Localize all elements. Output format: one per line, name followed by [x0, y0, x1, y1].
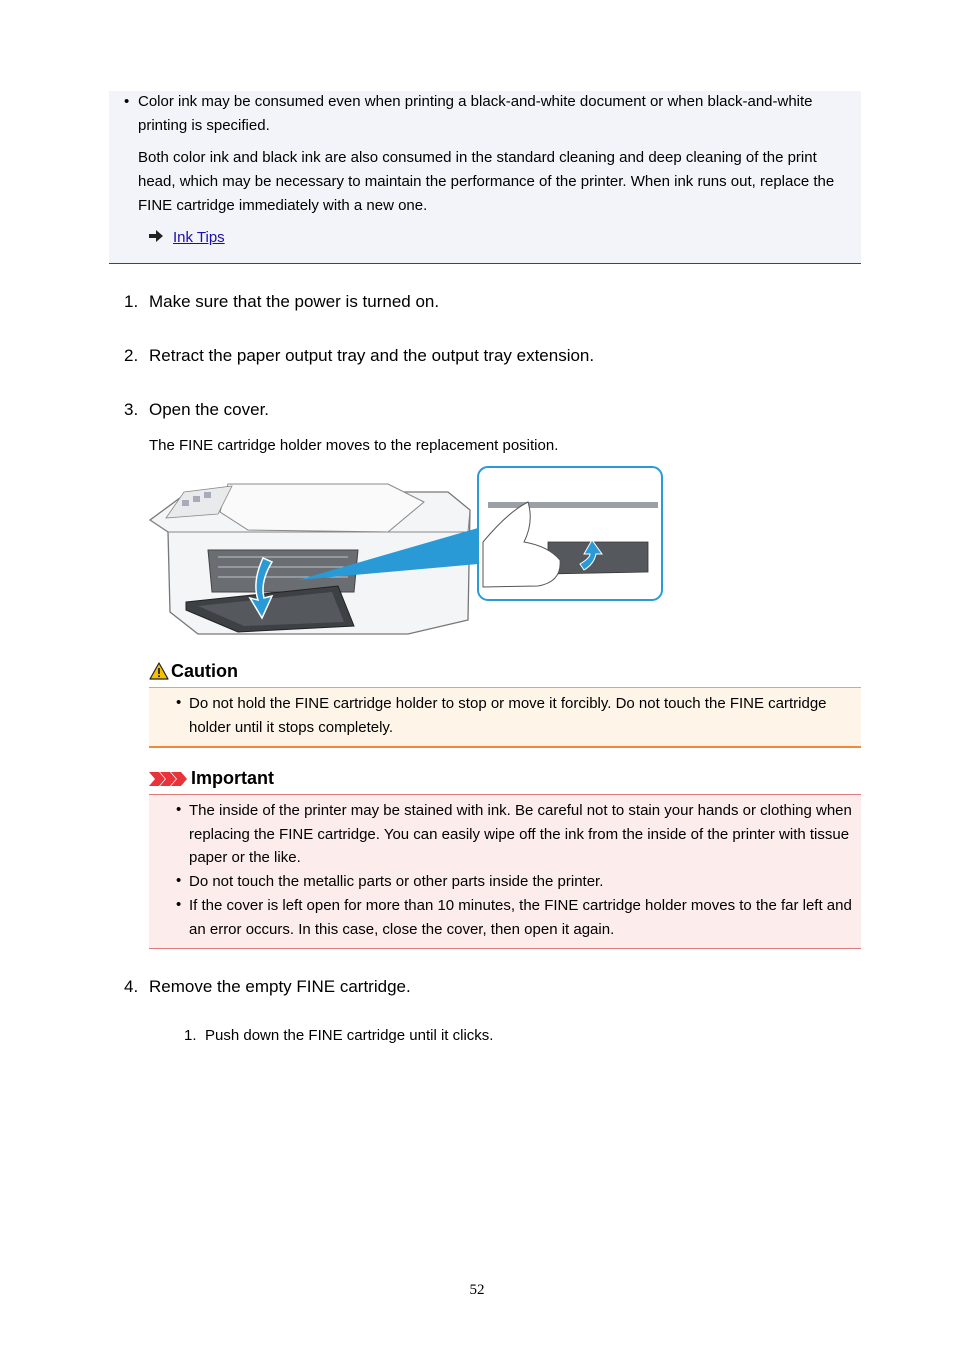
- page-number: 52: [469, 1282, 485, 1298]
- step-1: [124, 291, 439, 313]
- substep-number: 1.: [184, 1027, 197, 1044]
- step-4: [124, 976, 411, 998]
- important-item-1: The inside of the printer may be stained with ink. Be careful not to stain your hands or clothing when replacing the FINE cartridge. You can easily wipe off the ink from the inside of the printer with tissue paper or the like.: [189, 802, 852, 866]
- step-3: [124, 399, 269, 421]
- important-item-2: Do not touch the metallic parts or other parts inside the printer.: [189, 873, 604, 890]
- step-number: 1.: [124, 292, 139, 311]
- step-text: Make sure that the power is turned on.: [149, 292, 440, 311]
- step-text: Retract the paper output tray and the output tray extension.: [149, 346, 595, 365]
- important-bullet: •: [176, 872, 182, 889]
- ink-tips-link-row: [149, 227, 225, 249]
- caution-bullet: •: [176, 694, 182, 711]
- note-text-2: Both color ink and black ink are also consumed in the standard cleaning and deep cleaning of the print head, which may be necessary to maintain the performance of the printer. When ink runs out, replace the FINE cartridge immediately with a new one.: [138, 149, 835, 214]
- chevrons-icon: [149, 768, 191, 788]
- step-text: Remove the empty FINE cartridge.: [149, 977, 411, 996]
- caution-text: Do not hold the FINE cartridge holder to stop or move it forcibly. Do not touch the FINE cartridge holder until it stops completely.: [189, 695, 827, 736]
- step-3-description: The FINE cartridge holder moves to the replacement position.: [149, 437, 559, 454]
- note-text-1: Color ink may be consumed even when printing a black-and-white document or when black-and-white printing is specified.: [138, 93, 813, 134]
- important-item-3: If the cover is left open for more than 10 minutes, the FINE cartridge holder moves to the far left and an error occurs. In this case, close the cover, then open it again.: [189, 897, 852, 938]
- arrow-right-icon: [149, 227, 163, 249]
- warning-triangle-icon: [149, 661, 171, 681]
- ink-tips-link[interactable]: Ink Tips: [173, 229, 225, 246]
- step-number: 3.: [124, 400, 139, 419]
- important-bullet: •: [176, 801, 182, 818]
- step-text: Open the cover.: [149, 400, 270, 419]
- step-2: [124, 345, 594, 367]
- substep-text: Push down the FINE cartridge until it clicks.: [205, 1027, 494, 1044]
- note-bullet: •: [124, 93, 130, 110]
- step-number: 4.: [124, 977, 139, 996]
- important-bullet: •: [176, 896, 182, 913]
- step-number: 2.: [124, 346, 139, 365]
- important-heading: [149, 766, 274, 790]
- caution-heading: [149, 659, 238, 683]
- printer-illustration: [148, 462, 668, 642]
- important-title: Important: [191, 768, 274, 788]
- substep-1: [184, 1025, 493, 1047]
- caution-title: Caution: [171, 661, 238, 681]
